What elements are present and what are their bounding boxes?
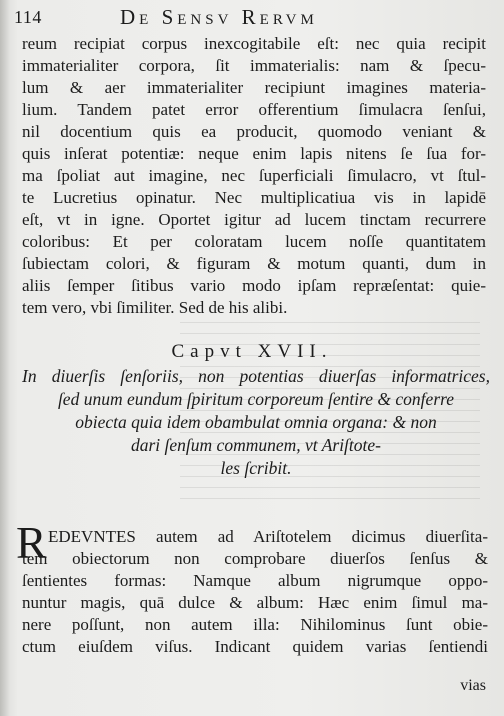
text-line: quis inſerat potentiæ: neque enim lapis nitens ſe ſua for- bbox=[22, 144, 486, 163]
paragraph-2 bbox=[22, 526, 488, 658]
summary-line: ſed unum eundum ſpiritum corporeum ſentire & conferre bbox=[57, 389, 455, 409]
chapter-heading: Capvt XVII. bbox=[171, 341, 333, 362]
text-line: ma ſpoliat aut imagine, nec ſuperficiali ſimulacro, vt ſtul- bbox=[22, 166, 486, 185]
text-line: nuntur magis, quā dulce & album: Hæc enim ſimul ma- bbox=[22, 593, 488, 612]
page-header bbox=[0, 5, 504, 31]
text-line: tem vero, vbi ſimiliter. Sed de his alibi. bbox=[22, 298, 288, 317]
text-line: immaterialiter corpora, ſit immaterialis: nam & ſpecu- bbox=[22, 56, 486, 75]
paragraph-1 bbox=[22, 33, 486, 319]
text-line: te Lucretius opinatur. Nec multiplicatiua vis in lapidē bbox=[22, 188, 486, 207]
text-line: coloribus: Et per coloratam lucem noſſe quantitatem bbox=[22, 232, 486, 251]
chapter-summary bbox=[22, 365, 490, 480]
text-line: nere poſſunt, non autem illa: Nihilominus ſunt obie- bbox=[22, 615, 488, 634]
summary-line: dari ſenſum communem, vt Ariſtote- bbox=[131, 435, 381, 455]
text-line: lum & aer immaterialiter recipiunt imagines materia- bbox=[22, 78, 486, 97]
text-line: aliis ſemper ſitibus vario modo ipſam repræſentat: quie- bbox=[22, 276, 486, 295]
drop-cap-initial: R bbox=[16, 517, 47, 568]
summary-line: obiecta quia idem obambulat omnia organa: & non bbox=[75, 412, 437, 432]
text-line: ſubiectam colori, & figuram & motum quanti, dum in bbox=[22, 254, 486, 273]
text-line: nil docentium quis ea producit, quomodo veniant & bbox=[22, 122, 486, 141]
text-line: ſentientes formas: Namque album nigrumque oppo- bbox=[22, 571, 488, 590]
summary-line: In diuerſis ſenſoriis, non potentias diuerſas informatrices, bbox=[22, 366, 490, 386]
text-line: tem obiectorum non comprobare diuerſos ſenſus & bbox=[22, 549, 488, 568]
text-line: reum recipiat corpus inexcogitabile eſt: nec quia recipit bbox=[22, 34, 486, 53]
text-line: lium. Tandem patet error offerentium ſimulacra ſenſui, bbox=[22, 100, 486, 119]
text-line: eſt, vt in igne. Oportet igitur ad lucem tinctam recurrere bbox=[22, 210, 486, 229]
catchword: vias bbox=[460, 677, 486, 694]
summary-line: les ſcribit. bbox=[220, 458, 292, 478]
running-title: De Sensv Rervm bbox=[120, 5, 318, 29]
page-number: 114 bbox=[14, 7, 42, 27]
text-line: ctum eiuſdem viſus. Indicant quidem varias ſentiendi bbox=[22, 637, 488, 656]
text-line: EDEVNTES autem ad Ariſtotelem dicimus diuerſita- bbox=[48, 527, 488, 546]
